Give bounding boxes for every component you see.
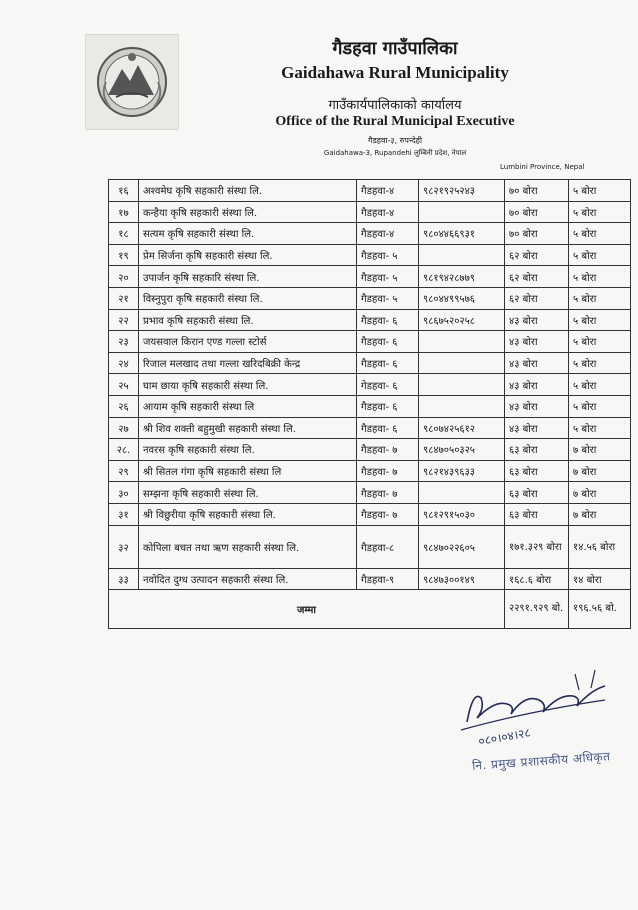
table-row <box>109 374 631 396</box>
phone: ९८२१९२५२४३ <box>419 180 505 202</box>
amount: १७१.३२९ बोरा <box>505 525 569 568</box>
amount: ६२ बोरा <box>505 244 569 266</box>
signature-scribble <box>455 660 625 740</box>
total-label: जम्मा <box>109 590 505 629</box>
ward: गैडहवा-४ <box>357 201 419 223</box>
organization-name: नवरस कृषि सहकारी संस्था लि. <box>139 439 357 461</box>
extra-amount: १४ बोरा <box>569 568 631 590</box>
table-row <box>109 287 631 309</box>
ward: गैडहवा-९ <box>357 568 419 590</box>
phone: ९८०४४६६९३१ <box>419 223 505 245</box>
extra-amount: ७ बोरा <box>569 439 631 461</box>
amount: ६३ बोरा <box>505 460 569 482</box>
extra-amount: ५ बोरा <box>569 287 631 309</box>
organization-name: नवोदित दुग्ध उत्पादन सहकारी संस्था लि. <box>139 568 357 590</box>
table-row <box>109 331 631 353</box>
organization-name: जयसवाल किरान एण्ड गल्ला स्टोर्स <box>139 331 357 353</box>
amount: ६३ बोरा <box>505 439 569 461</box>
organization-name: श्री विछुरीया कृषि सहकारी संस्था लि. <box>139 503 357 525</box>
table-row <box>109 460 631 482</box>
ward: गैडहवा- ५ <box>357 287 419 309</box>
emblem-icon <box>86 35 178 129</box>
ward: गैडहवा- ७ <box>357 460 419 482</box>
table-row <box>109 525 631 568</box>
amount: ४३ बोरा <box>505 374 569 396</box>
extra-amount: ५ बोरा <box>569 417 631 439</box>
table-row <box>109 395 631 417</box>
organization-name: श्री शिव शक्ती बहुमुखी सहकारी संस्था लि. <box>139 417 357 439</box>
extra-amount: ७ बोरा <box>569 482 631 504</box>
row-number: २३ <box>109 331 139 353</box>
phone <box>419 482 505 504</box>
table-row <box>109 223 631 245</box>
table-row <box>109 266 631 288</box>
table-row <box>109 568 631 590</box>
organization-name: प्रेम सिर्जना कृषि सहकारी संस्था लि. <box>139 244 357 266</box>
extra-amount: ५ बोरा <box>569 223 631 245</box>
organization-name: कन्हैया कृषि सहकारी संस्था लि. <box>139 201 357 223</box>
row-number: ३१ <box>109 503 139 525</box>
extra-amount: ५ बोरा <box>569 374 631 396</box>
amount: ७० बोरा <box>505 223 569 245</box>
phone: ९८०४४९९५७६ <box>419 287 505 309</box>
phone <box>419 374 505 396</box>
office-name-en: Office of the Rural Municipal Executive <box>275 114 515 129</box>
extra-amount: ५ बोरा <box>569 309 631 331</box>
row-number: ३० <box>109 482 139 504</box>
phone: ९८६७५२०२५८ <box>419 309 505 331</box>
table-row <box>109 482 631 504</box>
row-number: २८. <box>109 439 139 461</box>
organization-name: रिजाल मलखाद तथा गल्ला खरिदबिक्री केन्द्र <box>139 352 357 374</box>
table-row <box>109 180 631 202</box>
total-amount: २२९१.९२९ बो. <box>505 590 569 629</box>
ward: गैडहवा- ७ <box>357 503 419 525</box>
amount: ६२ बोरा <box>505 266 569 288</box>
ward: गैडहवा- ६ <box>357 331 419 353</box>
table-row <box>109 439 631 461</box>
row-number: २२ <box>109 309 139 331</box>
ward: गैडहवा- ७ <box>357 439 419 461</box>
table-row <box>109 417 631 439</box>
row-number: ३२ <box>109 525 139 568</box>
amount: ४३ बोरा <box>505 395 569 417</box>
table-row <box>109 244 631 266</box>
table-row <box>109 201 631 223</box>
municipality-name-np: गैडहवा गाउँपालिका <box>332 38 458 59</box>
extra-amount: ५ बोरा <box>569 266 631 288</box>
phone: ९८४७३००१४९ <box>419 568 505 590</box>
extra-amount: ५ बोरा <box>569 244 631 266</box>
table-row <box>109 352 631 374</box>
phone <box>419 352 505 374</box>
phone: ९८४७०२२६०५ <box>419 525 505 568</box>
extra-amount: ५ बोरा <box>569 331 631 353</box>
extra-amount: ५ बोरा <box>569 352 631 374</box>
extra-amount: ७ बोरा <box>569 460 631 482</box>
amount: ७० बोरा <box>505 180 569 202</box>
ward: गैडहवा- ६ <box>357 352 419 374</box>
distribution-table <box>108 179 631 629</box>
row-number: २५ <box>109 374 139 396</box>
row-number: १९ <box>109 244 139 266</box>
row-number: २० <box>109 266 139 288</box>
municipality-name-en: Gaidahawa Rural Municipality <box>281 63 509 82</box>
organization-name: श्री सितल गंगा कृषि सहकारी संस्था लि <box>139 460 357 482</box>
row-number: १७ <box>109 201 139 223</box>
ward: गैडहवा- ६ <box>357 395 419 417</box>
organization-name: सम्झना कृषि सहकारी संस्था लि. <box>139 482 357 504</box>
total-row <box>109 590 631 629</box>
phone: ९८१२९१५०३० <box>419 503 505 525</box>
total-extra-amount: १९६.५६ बो. <box>569 590 631 629</box>
amount: ६३ बोरा <box>505 482 569 504</box>
extra-amount: ५ बोरा <box>569 395 631 417</box>
phone <box>419 244 505 266</box>
ward: गैडहवा-४ <box>357 223 419 245</box>
phone: ९८४७०५०३२५ <box>419 439 505 461</box>
row-number: २१ <box>109 287 139 309</box>
phone <box>419 201 505 223</box>
amount: ६२ बोरा <box>505 287 569 309</box>
amount: ४३ बोरा <box>505 352 569 374</box>
table-row <box>109 309 631 331</box>
phone <box>419 331 505 353</box>
organization-name: प्रभाव कृषि सहकारी संस्था लि. <box>139 309 357 331</box>
organization-name: अश्वमेघ कृषि सहकारी संस्था लि. <box>139 180 357 202</box>
amount: ४३ बोरा <box>505 331 569 353</box>
organization-name: आयाम कृषि सहकारी संस्था लि <box>139 395 357 417</box>
ward: गैडहवा-८ <box>357 525 419 568</box>
office-name-np: गाउँकार्यपालिकाको कार्यालय <box>328 98 462 113</box>
phone: ९८२१४३९६३३ <box>419 460 505 482</box>
phone: ९८०७४२५६१२ <box>419 417 505 439</box>
ward: गैडहवा- ६ <box>357 417 419 439</box>
officer-title-stamp: नि. प्रमुख प्रशासकीय अधिकृत <box>471 749 611 773</box>
organization-name: घाम छाया कृषि सहकारी संस्था लि. <box>139 374 357 396</box>
signature-date: ०८०।०४।२८ <box>477 725 532 749</box>
amount: ४३ बोरा <box>505 417 569 439</box>
organization-name: सत्यम कृषि सहकारी संस्था लि. <box>139 223 357 245</box>
extra-amount: ५ बोरा <box>569 201 631 223</box>
organization-name: कोपिला बचत तथा ऋण सहकारी संस्था लि. <box>139 525 357 568</box>
amount: ६३ बोरा <box>505 503 569 525</box>
organization-name: उपार्जन कृषि सहकारि संस्था लि. <box>139 266 357 288</box>
ward: गैडहवा- ५ <box>357 266 419 288</box>
table-row <box>109 503 631 525</box>
row-number: १६ <box>109 180 139 202</box>
row-number: २४ <box>109 352 139 374</box>
amount: ४३ बोरा <box>505 309 569 331</box>
extra-amount: ५ बोरा <box>569 180 631 202</box>
row-number: २९ <box>109 460 139 482</box>
extra-amount: ७ बोरा <box>569 503 631 525</box>
amount: १६८.६ बोरा <box>505 568 569 590</box>
row-number: १८ <box>109 223 139 245</box>
address-en: Gaidahawa-3, Rupandehi लुम्बिनी प्रदेश, नेपाल <box>323 149 467 157</box>
ward: गैडहवा- ७ <box>357 482 419 504</box>
row-number: २७ <box>109 417 139 439</box>
extra-amount: १४.५६ बोरा <box>569 525 631 568</box>
phone <box>419 395 505 417</box>
province-label: Lumbini Province, Nepal <box>500 163 585 171</box>
amount: ७० बोरा <box>505 201 569 223</box>
phone: ९८१९४२८७७९ <box>419 266 505 288</box>
ward: गैडहवा- ६ <box>357 309 419 331</box>
ward: गैडहवा- ५ <box>357 244 419 266</box>
row-number: २६ <box>109 395 139 417</box>
ward: गैडहवा-४ <box>357 180 419 202</box>
ward: गेडहवा- ६ <box>357 374 419 396</box>
organization-name: विस्नुपुरा कृषि सहकारी संस्था लि. <box>139 287 357 309</box>
address-np: गैडहवा-३, रुपन्देही <box>367 136 423 145</box>
row-number: ३३ <box>109 568 139 590</box>
municipality-emblem <box>85 34 179 130</box>
